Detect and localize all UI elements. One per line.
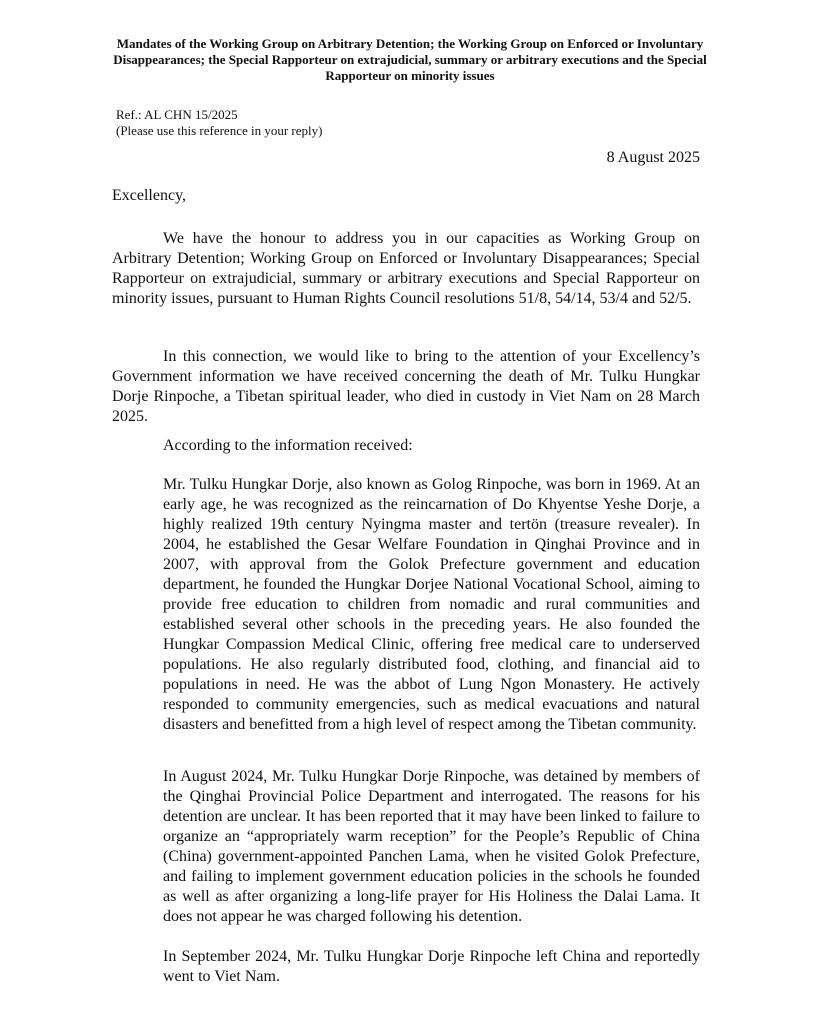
reference-note: (Please use this reference in your reply) (116, 123, 323, 138)
reference-block (116, 107, 322, 139)
paragraph-detention: In August 2024, Mr. Tulku Hungkar Dorje Rinpoche, was detained by members of the Qinghai Provincial Police Department and interrogated. The reasons for his detention are unclear. It has been reported that it may have been linked to failure to organize an “appropriately warm reception” for the People’s Republic of China (China) government-appointed Panchen Lama, when he visited Golok Prefecture, and failing to implement government education policies in the schools he founded as well as after organizing a long-life prayer for His Holiness the Dalai Lama. It does not appear he was charged following his detention. (163, 768, 700, 925)
reference-number: Ref.: AL CHN 15/2025 (116, 107, 238, 122)
letter-date: 8 August 2025 (606, 149, 700, 166)
salutation: Excellency, (112, 187, 187, 204)
mandates-header: Mandates of the Working Group on Arbitrary Detention; the Working Group on Enforced or Involuntary Disappearances; the Special Rapporteur on extrajudicial, summary or arbitrary executions and the Special Rapporteur on minority issues (113, 36, 707, 83)
paragraph-mandates: We have the honour to address you in our capacities as Working Group on Arbitrary Detention; Working Group on Enforced or Involuntary Disappearances; Special Rapporteur on extrajudicial, summary or arbitrary executions and Special Rapporteur on minority issues, pursuant to Human Rights Council resolutions 51/8, 54/14, 53/4 and 52/5. (112, 230, 700, 307)
paragraph-departure: In September 2024, Mr. Tulku Hungkar Dorje Rinpoche left China and reportedly went to Viet Nam. (163, 948, 700, 985)
paragraph-connection: In this connection, we would like to bring to the attention of your Excellency’s Government information we have received concerning the death of Mr. Tulku Hungkar Dorje Rinpoche, a Tibetan spiritual leader, who died in custody in Viet Nam on 28 March 2025. (112, 348, 700, 425)
paragraph-information-intro: According to the information received: (163, 437, 413, 454)
paragraph-biography: Mr. Tulku Hungkar Dorje, also known as Golog Rinpoche, was born in 1969. At an early age, he was recognized as the reincarnation of Do Khyentse Yeshe Dorje, a highly realized 19th century Nyingma master and tertön (treasure revealer). In 2004, he established the Gesar Welfare Foundation in Qinghai Province and in 2007, with approval from the Golok Prefecture government and education department, he founded the Hungkar Dorjee National Vocational School, aiming to provide free education to children from nomadic and rural communities and established several other schools in the preceding years. He also founded the Hungkar Compassion Medical Clinic, offering free medical care to underserved populations. He also regularly distributed food, clothing, and financial aid to populations in need. He was the abbot of Lung Ngon Monastery. He actively responded to community emergencies, such as medical evacuations and natural disasters and benefitted from a high level of respect among the Tibetan community. (163, 476, 700, 733)
